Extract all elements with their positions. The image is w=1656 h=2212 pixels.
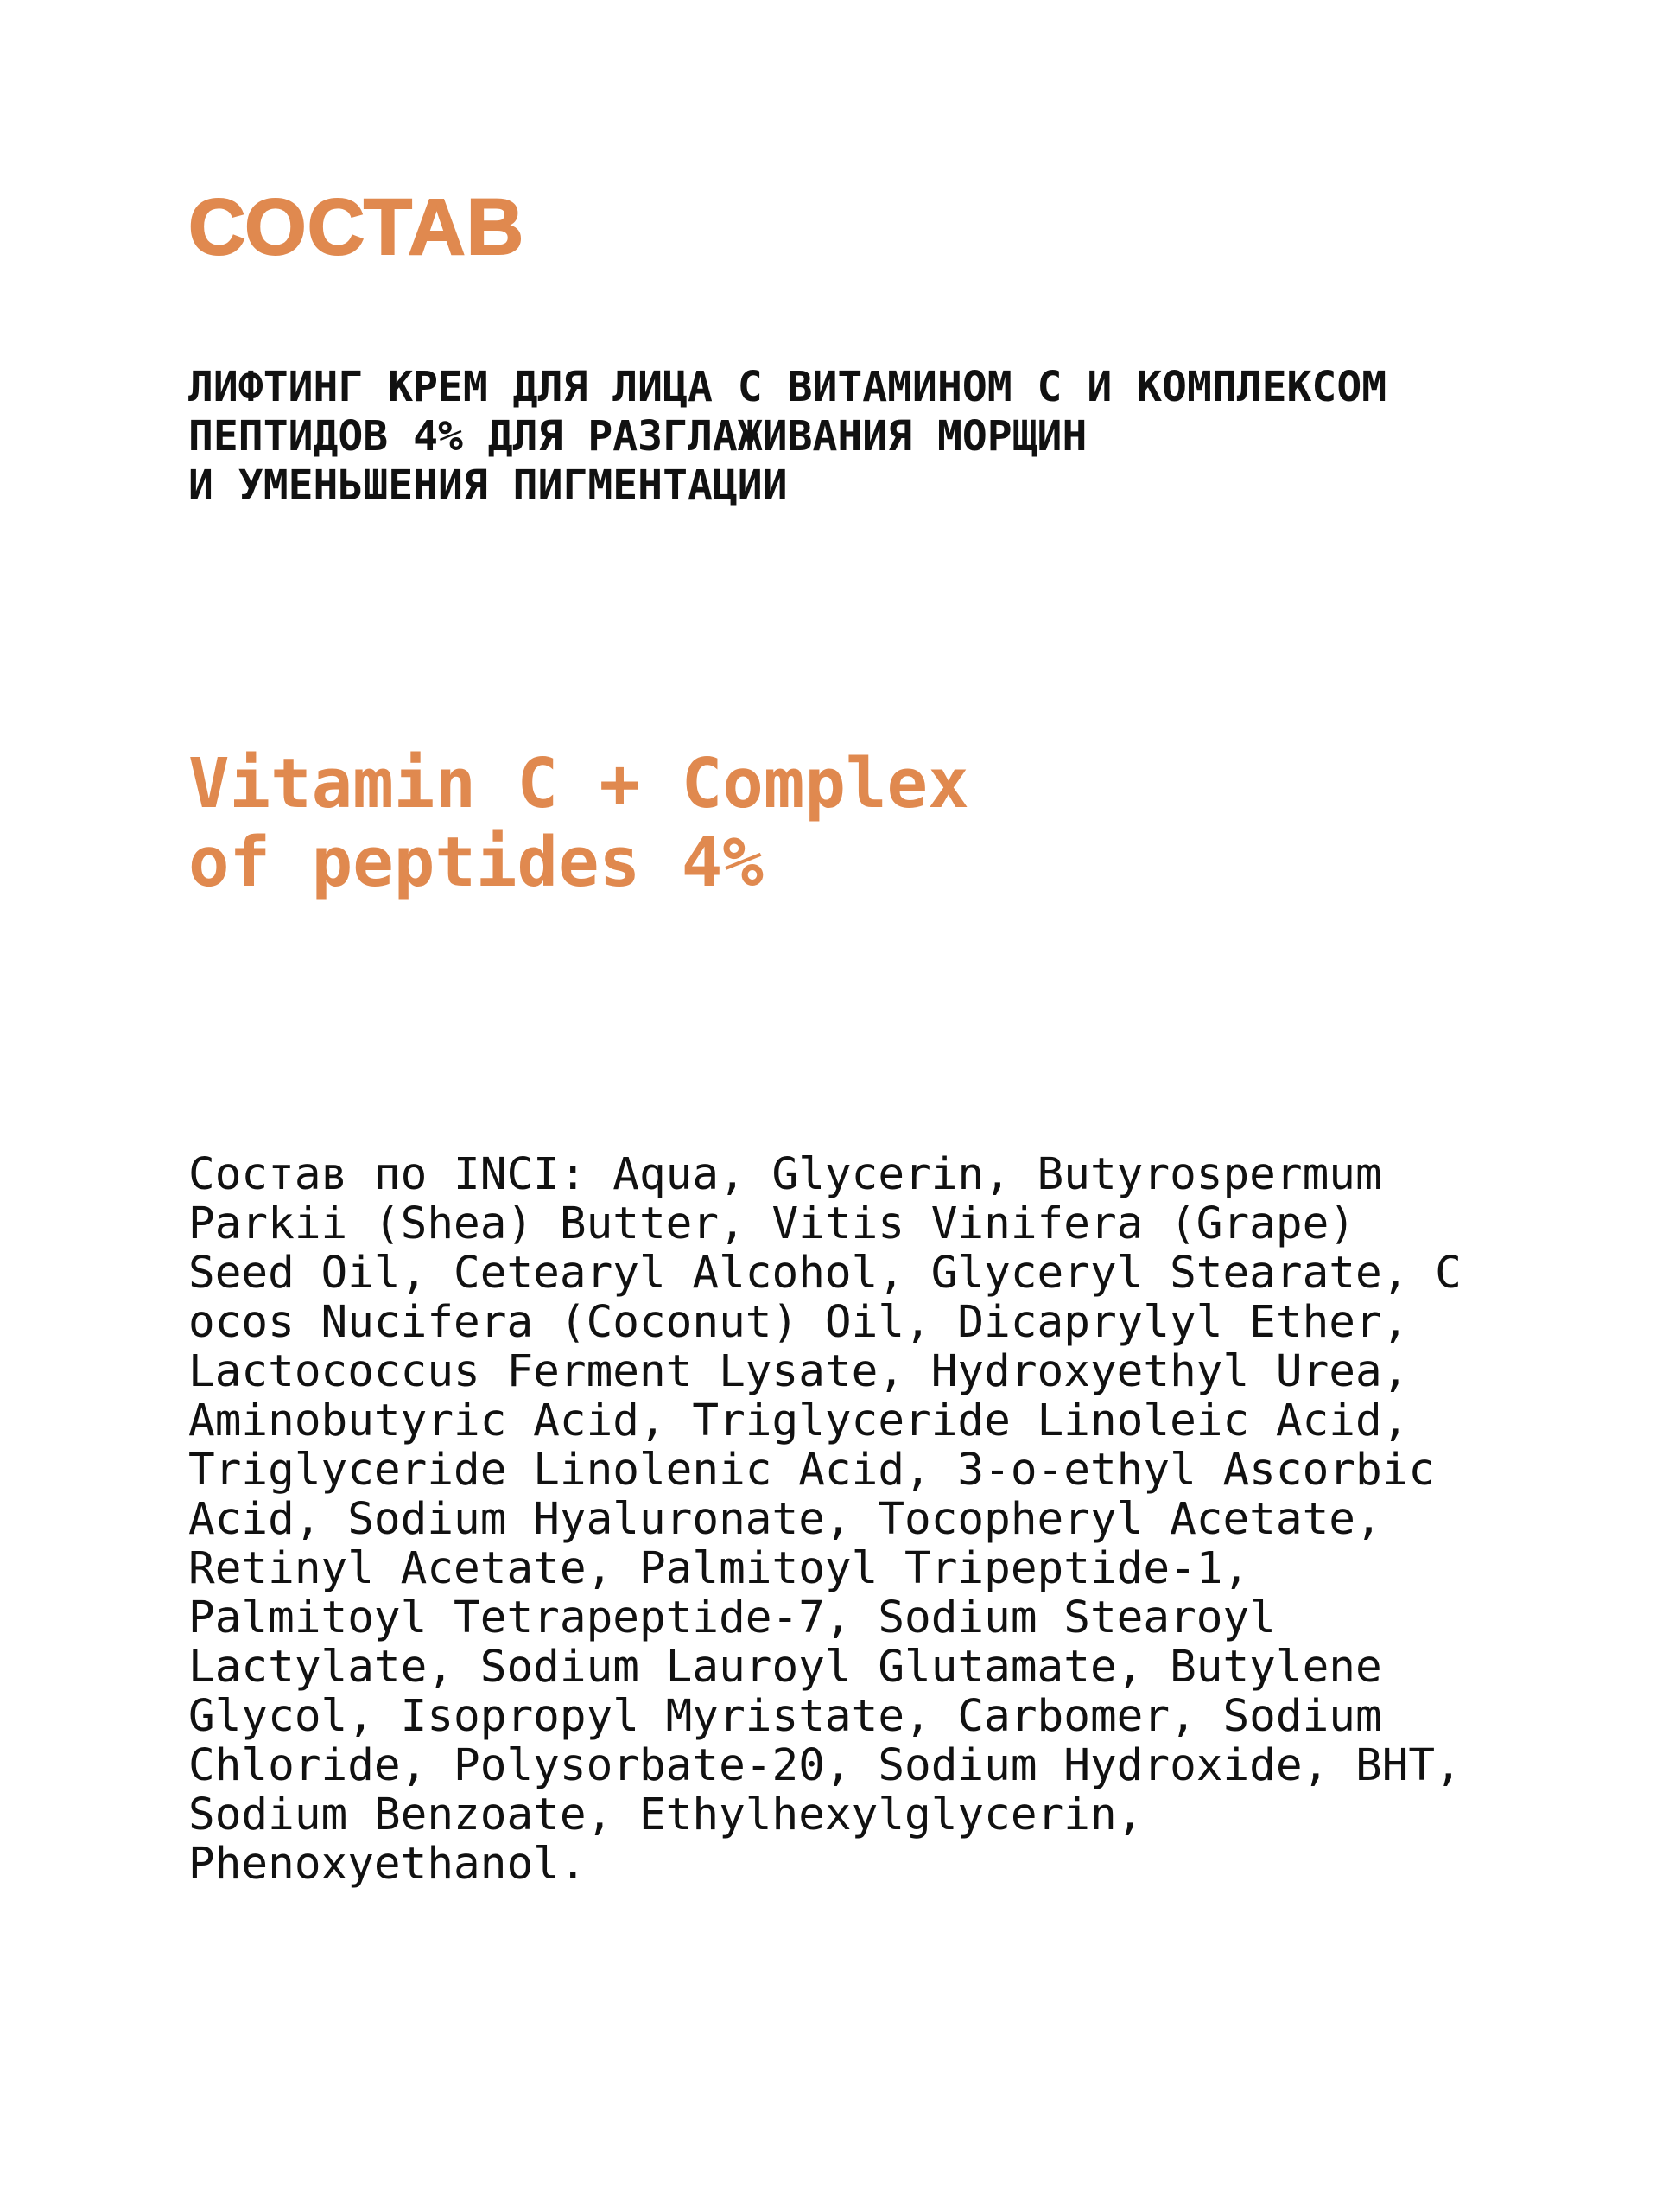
ingredients-line: Palmitoyl Tetrapeptide-7, Sodium Stearoyl: [188, 1592, 1276, 1643]
inci-ingredients-list: [188, 1150, 1536, 1889]
ingredients-line: Phenoxyethanol.: [188, 1839, 587, 1890]
ingredients-line: Parkii (Shea) Butter, Vitis Vinifera (Grape): [188, 1198, 1356, 1249]
ingredients-line: Acid, Sodium Hyaluronate, Tocopheryl Acetate,: [188, 1494, 1382, 1545]
ingredients-line: Состав по INCI: Aqua, Glycerin, Butyrospermum: [188, 1149, 1382, 1200]
page-title: СОСТАВ: [188, 183, 525, 271]
ingredients-line: Seed Oil, Cetearyl Alcohol, Glyceryl Stearate, C: [188, 1248, 1462, 1299]
subtitle-line: И УМЕНЬШЕНИЯ ПИГМЕНТАЦИИ: [188, 461, 788, 510]
ingredients-line: Sodium Benzoate, Ethylhexylglycerin,: [188, 1789, 1144, 1840]
ingredients-line: Lactococcus Ferment Lysate, Hydroxyethyl Urea,: [188, 1346, 1409, 1397]
product-accent-title: [188, 745, 969, 902]
ingredients-line: Triglyceride Linolenic Acid, 3-o-ethyl Ascorbic: [188, 1445, 1436, 1496]
product-subtitle: [188, 363, 1501, 511]
ingredients-line: Chloride, Polysorbate-20, Sodium Hydroxide, BHT,: [188, 1740, 1462, 1791]
ingredients-line: ocos Nucifera (Coconut) Oil, Dicaprylyl Ether,: [188, 1297, 1409, 1348]
accent-line: Vitamin C + Complex: [188, 744, 969, 823]
ingredients-line: Retinyl Acetate, Palmitoyl Tripeptide-1,: [188, 1543, 1250, 1594]
ingredients-line: Aminobutyric Acid, Triglyceride Linoleic Acid,: [188, 1395, 1409, 1446]
ingredients-line: Lactylate, Sodium Lauroyl Glutamate, Butylene: [188, 1642, 1382, 1693]
accent-line: of peptides 4%: [188, 823, 764, 902]
ingredients-line: Glycol, Isopropyl Myristate, Carbomer, Sodium: [188, 1691, 1382, 1742]
subtitle-line: ПЕПТИДОВ 4% ДЛЯ РАЗГЛАЖИВАНИЯ МОРЩИН: [188, 412, 1088, 461]
subtitle-line: ЛИФТИНГ КРЕМ ДЛЯ ЛИЦА С ВИТАМИНОМ С И КОМПЛЕКСОМ: [188, 363, 1387, 411]
